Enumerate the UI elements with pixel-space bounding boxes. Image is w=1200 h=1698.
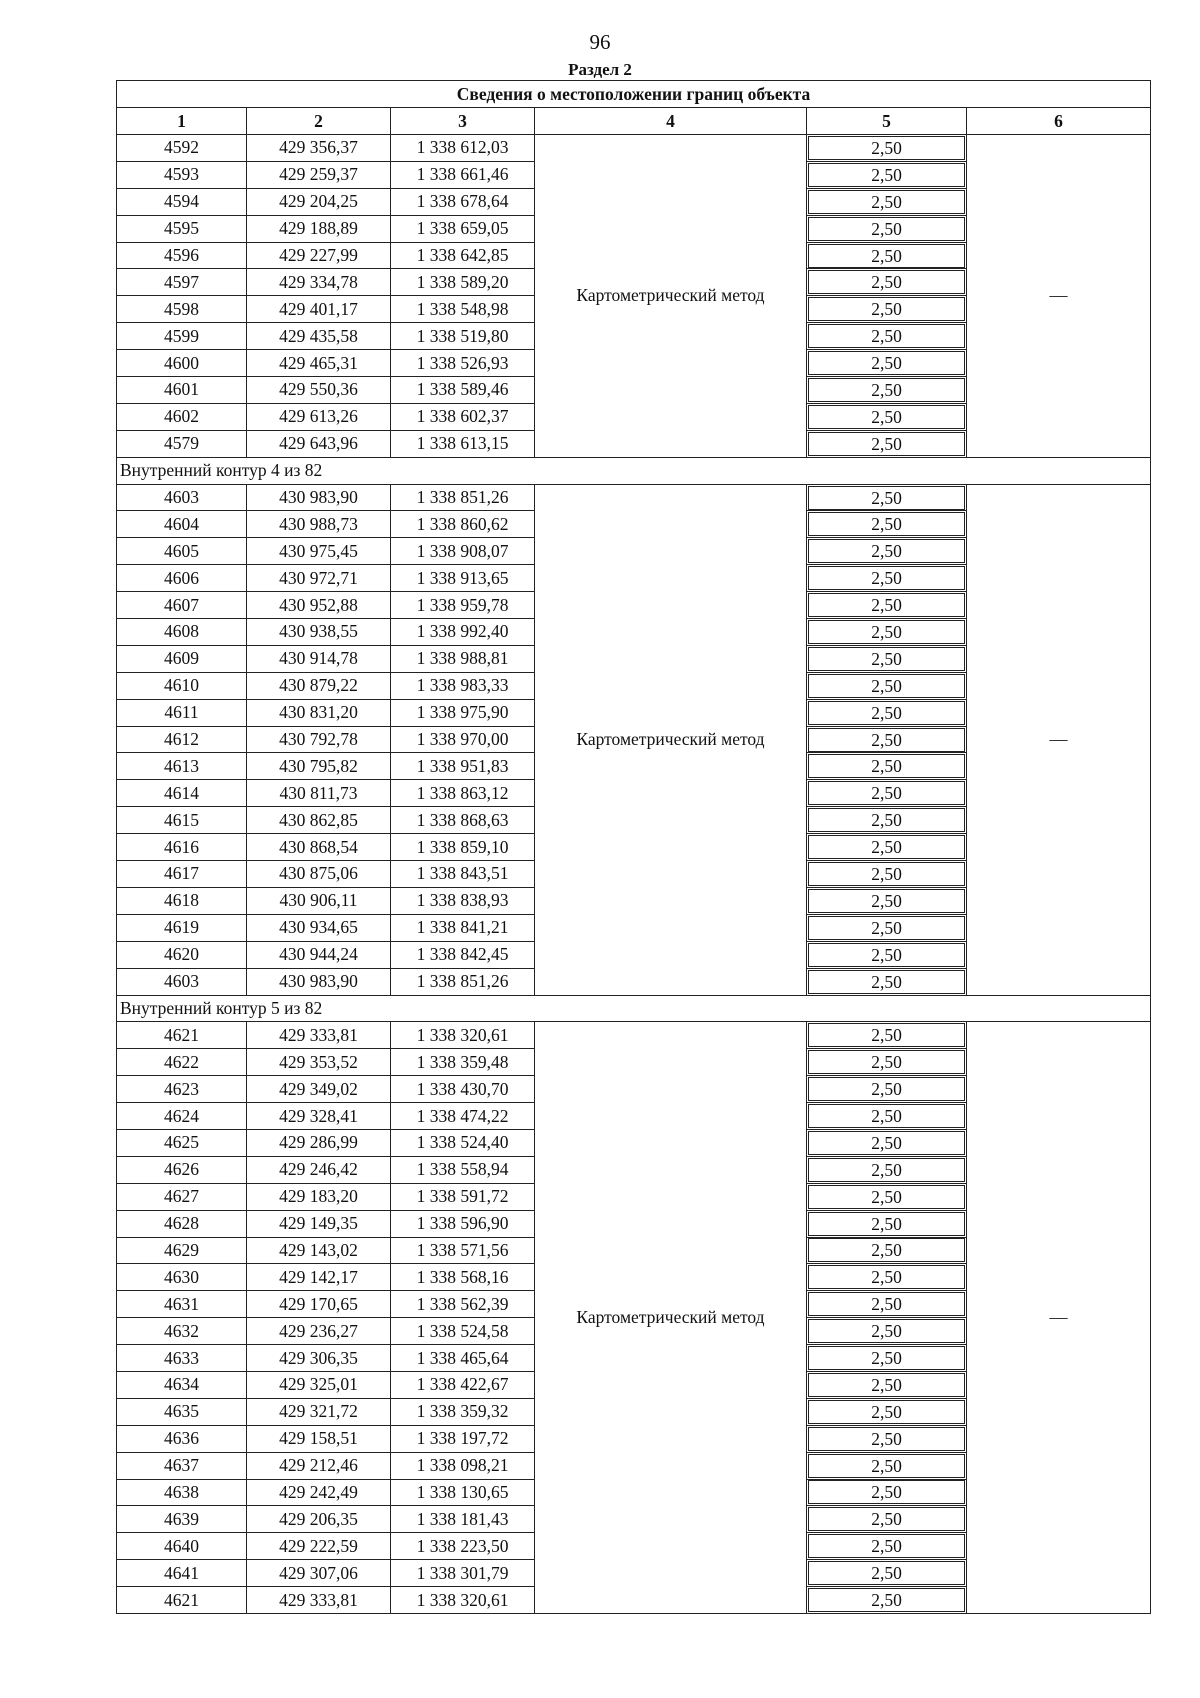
accuracy-cell [807,1398,967,1425]
accuracy-cell [807,161,967,188]
x-coordinate-cell: 430 868,54 [247,834,391,861]
accuracy-value: 2,50 [808,244,965,268]
accuracy-value: 2,50 [808,593,965,617]
x-coordinate-cell: 430 831,20 [247,699,391,726]
accuracy-cell [807,323,967,350]
y-coordinate-cell: 1 338 860,62 [391,511,535,538]
y-coordinate-cell: 1 338 524,40 [391,1129,535,1156]
y-coordinate-cell: 1 338 589,20 [391,269,535,296]
point-number-cell: 4596 [117,242,247,269]
point-number-cell: 4636 [117,1425,247,1452]
x-coordinate-cell: 430 792,78 [247,726,391,753]
point-number-cell: 4603 [117,968,247,995]
y-coordinate-cell: 1 338 320,61 [391,1587,535,1614]
y-coordinate-cell: 1 338 959,78 [391,592,535,619]
accuracy-value: 2,50 [808,835,965,859]
accuracy-value: 2,50 [808,1427,965,1451]
accuracy-value: 2,50 [808,136,965,160]
contour-title-row [117,995,1151,1022]
y-coordinate-cell: 1 338 859,10 [391,834,535,861]
point-number-cell: 4616 [117,834,247,861]
point-number-cell: 4613 [117,753,247,780]
accuracy-cell [807,1533,967,1560]
accuracy-value: 2,50 [808,1534,965,1558]
y-coordinate-cell: 1 338 975,90 [391,699,535,726]
point-number-cell: 4606 [117,565,247,592]
point-number-cell: 4600 [117,350,247,377]
x-coordinate-cell: 429 149,35 [247,1210,391,1237]
y-coordinate-cell: 1 338 320,61 [391,1022,535,1049]
y-coordinate-cell: 1 338 851,26 [391,484,535,511]
x-coordinate-cell: 429 206,35 [247,1506,391,1533]
y-coordinate-cell: 1 338 970,00 [391,726,535,753]
accuracy-value: 2,50 [808,1131,965,1155]
accuracy-cell [807,941,967,968]
point-number-cell: 4579 [117,430,247,457]
x-coordinate-cell: 429 222,59 [247,1533,391,1560]
point-number-cell: 4599 [117,323,247,350]
accuracy-value: 2,50 [808,1561,965,1585]
column-6-cell: — [967,1022,1151,1614]
x-coordinate-cell: 429 550,36 [247,377,391,404]
x-coordinate-cell: 430 975,45 [247,538,391,565]
accuracy-cell [807,834,967,861]
y-coordinate-cell: 1 338 422,67 [391,1371,535,1398]
x-coordinate-cell: 429 321,72 [247,1398,391,1425]
accuracy-value: 2,50 [808,486,965,510]
y-coordinate-cell: 1 338 983,33 [391,672,535,699]
x-coordinate-cell: 430 983,90 [247,484,391,511]
accuracy-value: 2,50 [808,647,965,671]
x-coordinate-cell: 429 286,99 [247,1129,391,1156]
accuracy-value: 2,50 [808,970,965,994]
point-number-cell: 4629 [117,1237,247,1264]
x-coordinate-cell: 429 328,41 [247,1103,391,1130]
accuracy-cell [807,807,967,834]
accuracy-value: 2,50 [808,1346,965,1370]
y-coordinate-cell: 1 338 596,90 [391,1210,535,1237]
point-number-cell: 4609 [117,645,247,672]
point-number-cell: 4622 [117,1049,247,1076]
accuracy-value: 2,50 [808,1238,965,1262]
x-coordinate-cell: 430 811,73 [247,780,391,807]
y-coordinate-cell: 1 338 851,26 [391,968,535,995]
accuracy-value: 2,50 [808,889,965,913]
column-header-3: 3 [391,108,535,135]
accuracy-cell [807,1210,967,1237]
y-coordinate-cell: 1 338 988,81 [391,645,535,672]
accuracy-value: 2,50 [808,808,965,832]
contour-title-row [117,457,1151,484]
x-coordinate-cell: 429 435,58 [247,323,391,350]
accuracy-cell [807,1345,967,1372]
y-coordinate-cell: 1 338 359,32 [391,1398,535,1425]
accuracy-value: 2,50 [808,512,965,536]
accuracy-cell [807,135,967,162]
point-number-cell: 4638 [117,1479,247,1506]
x-coordinate-cell: 430 988,73 [247,511,391,538]
point-number-cell: 4634 [117,1371,247,1398]
accuracy-value: 2,50 [808,754,965,778]
point-number-cell: 4620 [117,941,247,968]
accuracy-value: 2,50 [808,674,965,698]
x-coordinate-cell: 430 952,88 [247,592,391,619]
point-number-cell: 4619 [117,914,247,941]
accuracy-cell [807,350,967,377]
point-number-cell: 4598 [117,296,247,323]
y-coordinate-cell: 1 338 992,40 [391,619,535,646]
accuracy-cell [807,215,967,242]
point-number-cell: 4605 [117,538,247,565]
accuracy-cell [807,1506,967,1533]
column-6-cell: — [967,135,1151,458]
point-number-cell: 4632 [117,1318,247,1345]
accuracy-cell [807,1560,967,1587]
y-coordinate-cell: 1 338 558,94 [391,1156,535,1183]
table-row [117,135,1151,162]
column-header-5: 5 [807,108,967,135]
accuracy-value: 2,50 [808,1507,965,1531]
accuracy-value: 2,50 [808,270,965,294]
accuracy-value: 2,50 [808,701,965,725]
coordinates-table [116,80,1151,1614]
accuracy-cell [807,1237,967,1264]
point-number-cell: 4624 [117,1103,247,1130]
point-number-cell: 4630 [117,1264,247,1291]
y-coordinate-cell: 1 338 661,46 [391,161,535,188]
x-coordinate-cell: 429 356,37 [247,135,391,162]
point-number-cell: 4593 [117,161,247,188]
y-coordinate-cell: 1 338 589,46 [391,377,535,404]
point-number-cell: 4597 [117,269,247,296]
point-number-cell: 4623 [117,1076,247,1103]
accuracy-cell [807,1022,967,1049]
accuracy-cell [807,511,967,538]
point-number-cell: 4641 [117,1560,247,1587]
accuracy-cell [807,1076,967,1103]
table-caption-row [117,81,1151,108]
y-coordinate-cell: 1 338 913,65 [391,565,535,592]
accuracy-value: 2,50 [808,217,965,241]
y-coordinate-cell: 1 338 642,85 [391,242,535,269]
x-coordinate-cell: 429 212,46 [247,1452,391,1479]
accuracy-cell [807,296,967,323]
accuracy-value: 2,50 [808,1077,965,1101]
y-coordinate-cell: 1 338 678,64 [391,188,535,215]
accuracy-cell [807,1264,967,1291]
accuracy-cell [807,1587,967,1614]
accuracy-cell [807,699,967,726]
accuracy-value: 2,50 [808,1480,965,1504]
point-number-cell: 4621 [117,1587,247,1614]
x-coordinate-cell: 429 333,81 [247,1587,391,1614]
accuracy-value: 2,50 [808,916,965,940]
y-coordinate-cell: 1 338 591,72 [391,1183,535,1210]
x-coordinate-cell: 429 246,42 [247,1156,391,1183]
y-coordinate-cell: 1 338 568,16 [391,1264,535,1291]
page-number: 96 [589,30,611,54]
accuracy-cell [807,672,967,699]
accuracy-value: 2,50 [808,432,965,456]
table-body [117,81,1151,1614]
x-coordinate-cell: 429 142,17 [247,1264,391,1291]
accuracy-value: 2,50 [808,862,965,886]
point-number-cell: 4607 [117,592,247,619]
y-coordinate-cell: 1 338 524,58 [391,1318,535,1345]
x-coordinate-cell: 429 143,02 [247,1237,391,1264]
x-coordinate-cell: 430 795,82 [247,753,391,780]
y-coordinate-cell: 1 338 465,64 [391,1345,535,1372]
y-coordinate-cell: 1 338 301,79 [391,1560,535,1587]
accuracy-cell [807,565,967,592]
y-coordinate-cell: 1 338 548,98 [391,296,535,323]
y-coordinate-cell: 1 338 951,83 [391,753,535,780]
x-coordinate-cell: 429 307,06 [247,1560,391,1587]
point-number-cell: 4603 [117,484,247,511]
accuracy-value: 2,50 [808,1373,965,1397]
accuracy-cell [807,430,967,457]
column-6-cell: — [967,484,1151,995]
y-coordinate-cell: 1 338 602,37 [391,403,535,430]
x-coordinate-cell: 429 333,81 [247,1022,391,1049]
accuracy-value: 2,50 [808,405,965,429]
contour-title: Внутренний контур 5 из 82 [117,995,1151,1022]
y-coordinate-cell: 1 338 526,93 [391,350,535,377]
contour-title: Внутренний контур 4 из 82 [117,457,1151,484]
y-coordinate-cell: 1 338 843,51 [391,861,535,888]
accuracy-cell [807,861,967,888]
y-coordinate-cell: 1 338 130,65 [391,1479,535,1506]
y-coordinate-cell: 1 338 223,50 [391,1533,535,1560]
point-number-cell: 4631 [117,1291,247,1318]
point-number-cell: 4608 [117,619,247,646]
point-number-cell: 4621 [117,1022,247,1049]
accuracy-value: 2,50 [808,539,965,563]
accuracy-cell [807,968,967,995]
point-number-cell: 4614 [117,780,247,807]
accuracy-cell [807,484,967,511]
y-coordinate-cell: 1 338 863,12 [391,780,535,807]
x-coordinate-cell: 430 914,78 [247,645,391,672]
accuracy-cell [807,538,967,565]
y-coordinate-cell: 1 338 838,93 [391,887,535,914]
accuracy-value: 2,50 [808,1104,965,1128]
accuracy-value: 2,50 [808,163,965,187]
x-coordinate-cell: 429 465,31 [247,350,391,377]
point-number-cell: 4627 [117,1183,247,1210]
point-number-cell: 4635 [117,1398,247,1425]
accuracy-value: 2,50 [808,1292,965,1316]
x-coordinate-cell: 429 259,37 [247,161,391,188]
y-coordinate-cell: 1 338 098,21 [391,1452,535,1479]
point-number-cell: 4611 [117,699,247,726]
y-coordinate-cell: 1 338 659,05 [391,215,535,242]
x-coordinate-cell: 429 613,26 [247,403,391,430]
x-coordinate-cell: 430 906,11 [247,887,391,914]
accuracy-value: 2,50 [808,1158,965,1182]
x-coordinate-cell: 430 879,22 [247,672,391,699]
column-header-6: 6 [967,108,1151,135]
accuracy-cell [807,1103,967,1130]
accuracy-cell [807,403,967,430]
x-coordinate-cell: 429 170,65 [247,1291,391,1318]
point-number-cell: 4625 [117,1129,247,1156]
table-caption: Сведения о местоположении границ объекта [117,81,1151,108]
accuracy-cell [807,645,967,672]
point-number-cell: 4639 [117,1506,247,1533]
x-coordinate-cell: 429 227,99 [247,242,391,269]
y-coordinate-cell: 1 338 842,45 [391,941,535,968]
x-coordinate-cell: 429 306,35 [247,1345,391,1372]
x-coordinate-cell: 429 353,52 [247,1049,391,1076]
accuracy-cell [807,753,967,780]
accuracy-value: 2,50 [808,1212,965,1236]
accuracy-cell [807,592,967,619]
point-number-cell: 4633 [117,1345,247,1372]
point-number-cell: 4602 [117,403,247,430]
accuracy-cell [807,1183,967,1210]
y-coordinate-cell: 1 338 571,56 [391,1237,535,1264]
y-coordinate-cell: 1 338 841,21 [391,914,535,941]
accuracy-value: 2,50 [808,1185,965,1209]
accuracy-cell [807,887,967,914]
accuracy-cell [807,1291,967,1318]
x-coordinate-cell: 429 325,01 [247,1371,391,1398]
column-header-row [117,108,1151,135]
y-coordinate-cell: 1 338 519,80 [391,323,535,350]
accuracy-cell [807,1156,967,1183]
x-coordinate-cell: 430 972,71 [247,565,391,592]
accuracy-value: 2,50 [808,943,965,967]
point-number-cell: 4610 [117,672,247,699]
point-number-cell: 4615 [117,807,247,834]
y-coordinate-cell: 1 338 868,63 [391,807,535,834]
method-cell: Картометрический метод [535,1022,807,1614]
y-coordinate-cell: 1 338 474,22 [391,1103,535,1130]
accuracy-value: 2,50 [808,728,965,752]
x-coordinate-cell: 429 242,49 [247,1479,391,1506]
y-coordinate-cell: 1 338 197,72 [391,1425,535,1452]
accuracy-cell [807,1129,967,1156]
x-coordinate-cell: 430 934,65 [247,914,391,941]
table-row [117,1022,1151,1049]
point-number-cell: 4618 [117,887,247,914]
y-coordinate-cell: 1 338 359,48 [391,1049,535,1076]
x-coordinate-cell: 429 188,89 [247,215,391,242]
y-coordinate-cell: 1 338 612,03 [391,135,535,162]
x-coordinate-cell: 430 938,55 [247,619,391,646]
point-number-cell: 4640 [117,1533,247,1560]
accuracy-value: 2,50 [808,324,965,348]
table-row [117,484,1151,511]
accuracy-value: 2,50 [808,190,965,214]
x-coordinate-cell: 429 349,02 [247,1076,391,1103]
accuracy-value: 2,50 [808,1265,965,1289]
x-coordinate-cell: 429 236,27 [247,1318,391,1345]
section-title: Раздел 2 [568,60,632,79]
accuracy-value: 2,50 [808,1454,965,1478]
accuracy-cell [807,619,967,646]
y-coordinate-cell: 1 338 908,07 [391,538,535,565]
method-cell: Картометрический метод [535,484,807,995]
column-header-1: 1 [117,108,247,135]
point-number-cell: 4628 [117,1210,247,1237]
y-coordinate-cell: 1 338 430,70 [391,1076,535,1103]
point-number-cell: 4595 [117,215,247,242]
method-cell: Картометрический метод [535,135,807,458]
accuracy-value: 2,50 [808,297,965,321]
accuracy-cell [807,1371,967,1398]
x-coordinate-cell: 430 944,24 [247,941,391,968]
x-coordinate-cell: 430 983,90 [247,968,391,995]
y-coordinate-cell: 1 338 562,39 [391,1291,535,1318]
accuracy-cell [807,780,967,807]
x-coordinate-cell: 429 204,25 [247,188,391,215]
point-number-cell: 4617 [117,861,247,888]
point-number-cell: 4604 [117,511,247,538]
accuracy-cell [807,914,967,941]
x-coordinate-cell: 429 183,20 [247,1183,391,1210]
accuracy-cell [807,242,967,269]
accuracy-cell [807,1479,967,1506]
y-coordinate-cell: 1 338 613,15 [391,430,535,457]
x-coordinate-cell: 430 875,06 [247,861,391,888]
accuracy-cell [807,188,967,215]
point-number-cell: 4592 [117,135,247,162]
x-coordinate-cell: 429 401,17 [247,296,391,323]
point-number-cell: 4594 [117,188,247,215]
accuracy-value: 2,50 [808,378,965,402]
accuracy-value: 2,50 [808,1400,965,1424]
x-coordinate-cell: 430 862,85 [247,807,391,834]
x-coordinate-cell: 429 158,51 [247,1425,391,1452]
point-number-cell: 4601 [117,377,247,404]
point-number-cell: 4637 [117,1452,247,1479]
point-number-cell: 4626 [117,1156,247,1183]
accuracy-cell [807,1049,967,1076]
accuracy-value: 2,50 [808,1050,965,1074]
point-number-cell: 4612 [117,726,247,753]
x-coordinate-cell: 429 643,96 [247,430,391,457]
x-coordinate-cell: 429 334,78 [247,269,391,296]
accuracy-value: 2,50 [808,351,965,375]
column-header-2: 2 [247,108,391,135]
accuracy-cell [807,1318,967,1345]
accuracy-value: 2,50 [808,1023,965,1047]
accuracy-cell [807,377,967,404]
y-coordinate-cell: 1 338 181,43 [391,1506,535,1533]
column-header-4: 4 [535,108,807,135]
accuracy-cell [807,1452,967,1479]
accuracy-cell [807,1425,967,1452]
accuracy-value: 2,50 [808,1319,965,1343]
accuracy-value: 2,50 [808,620,965,644]
accuracy-cell [807,726,967,753]
accuracy-value: 2,50 [808,781,965,805]
accuracy-value: 2,50 [808,1588,965,1612]
accuracy-value: 2,50 [808,566,965,590]
accuracy-cell [807,269,967,296]
